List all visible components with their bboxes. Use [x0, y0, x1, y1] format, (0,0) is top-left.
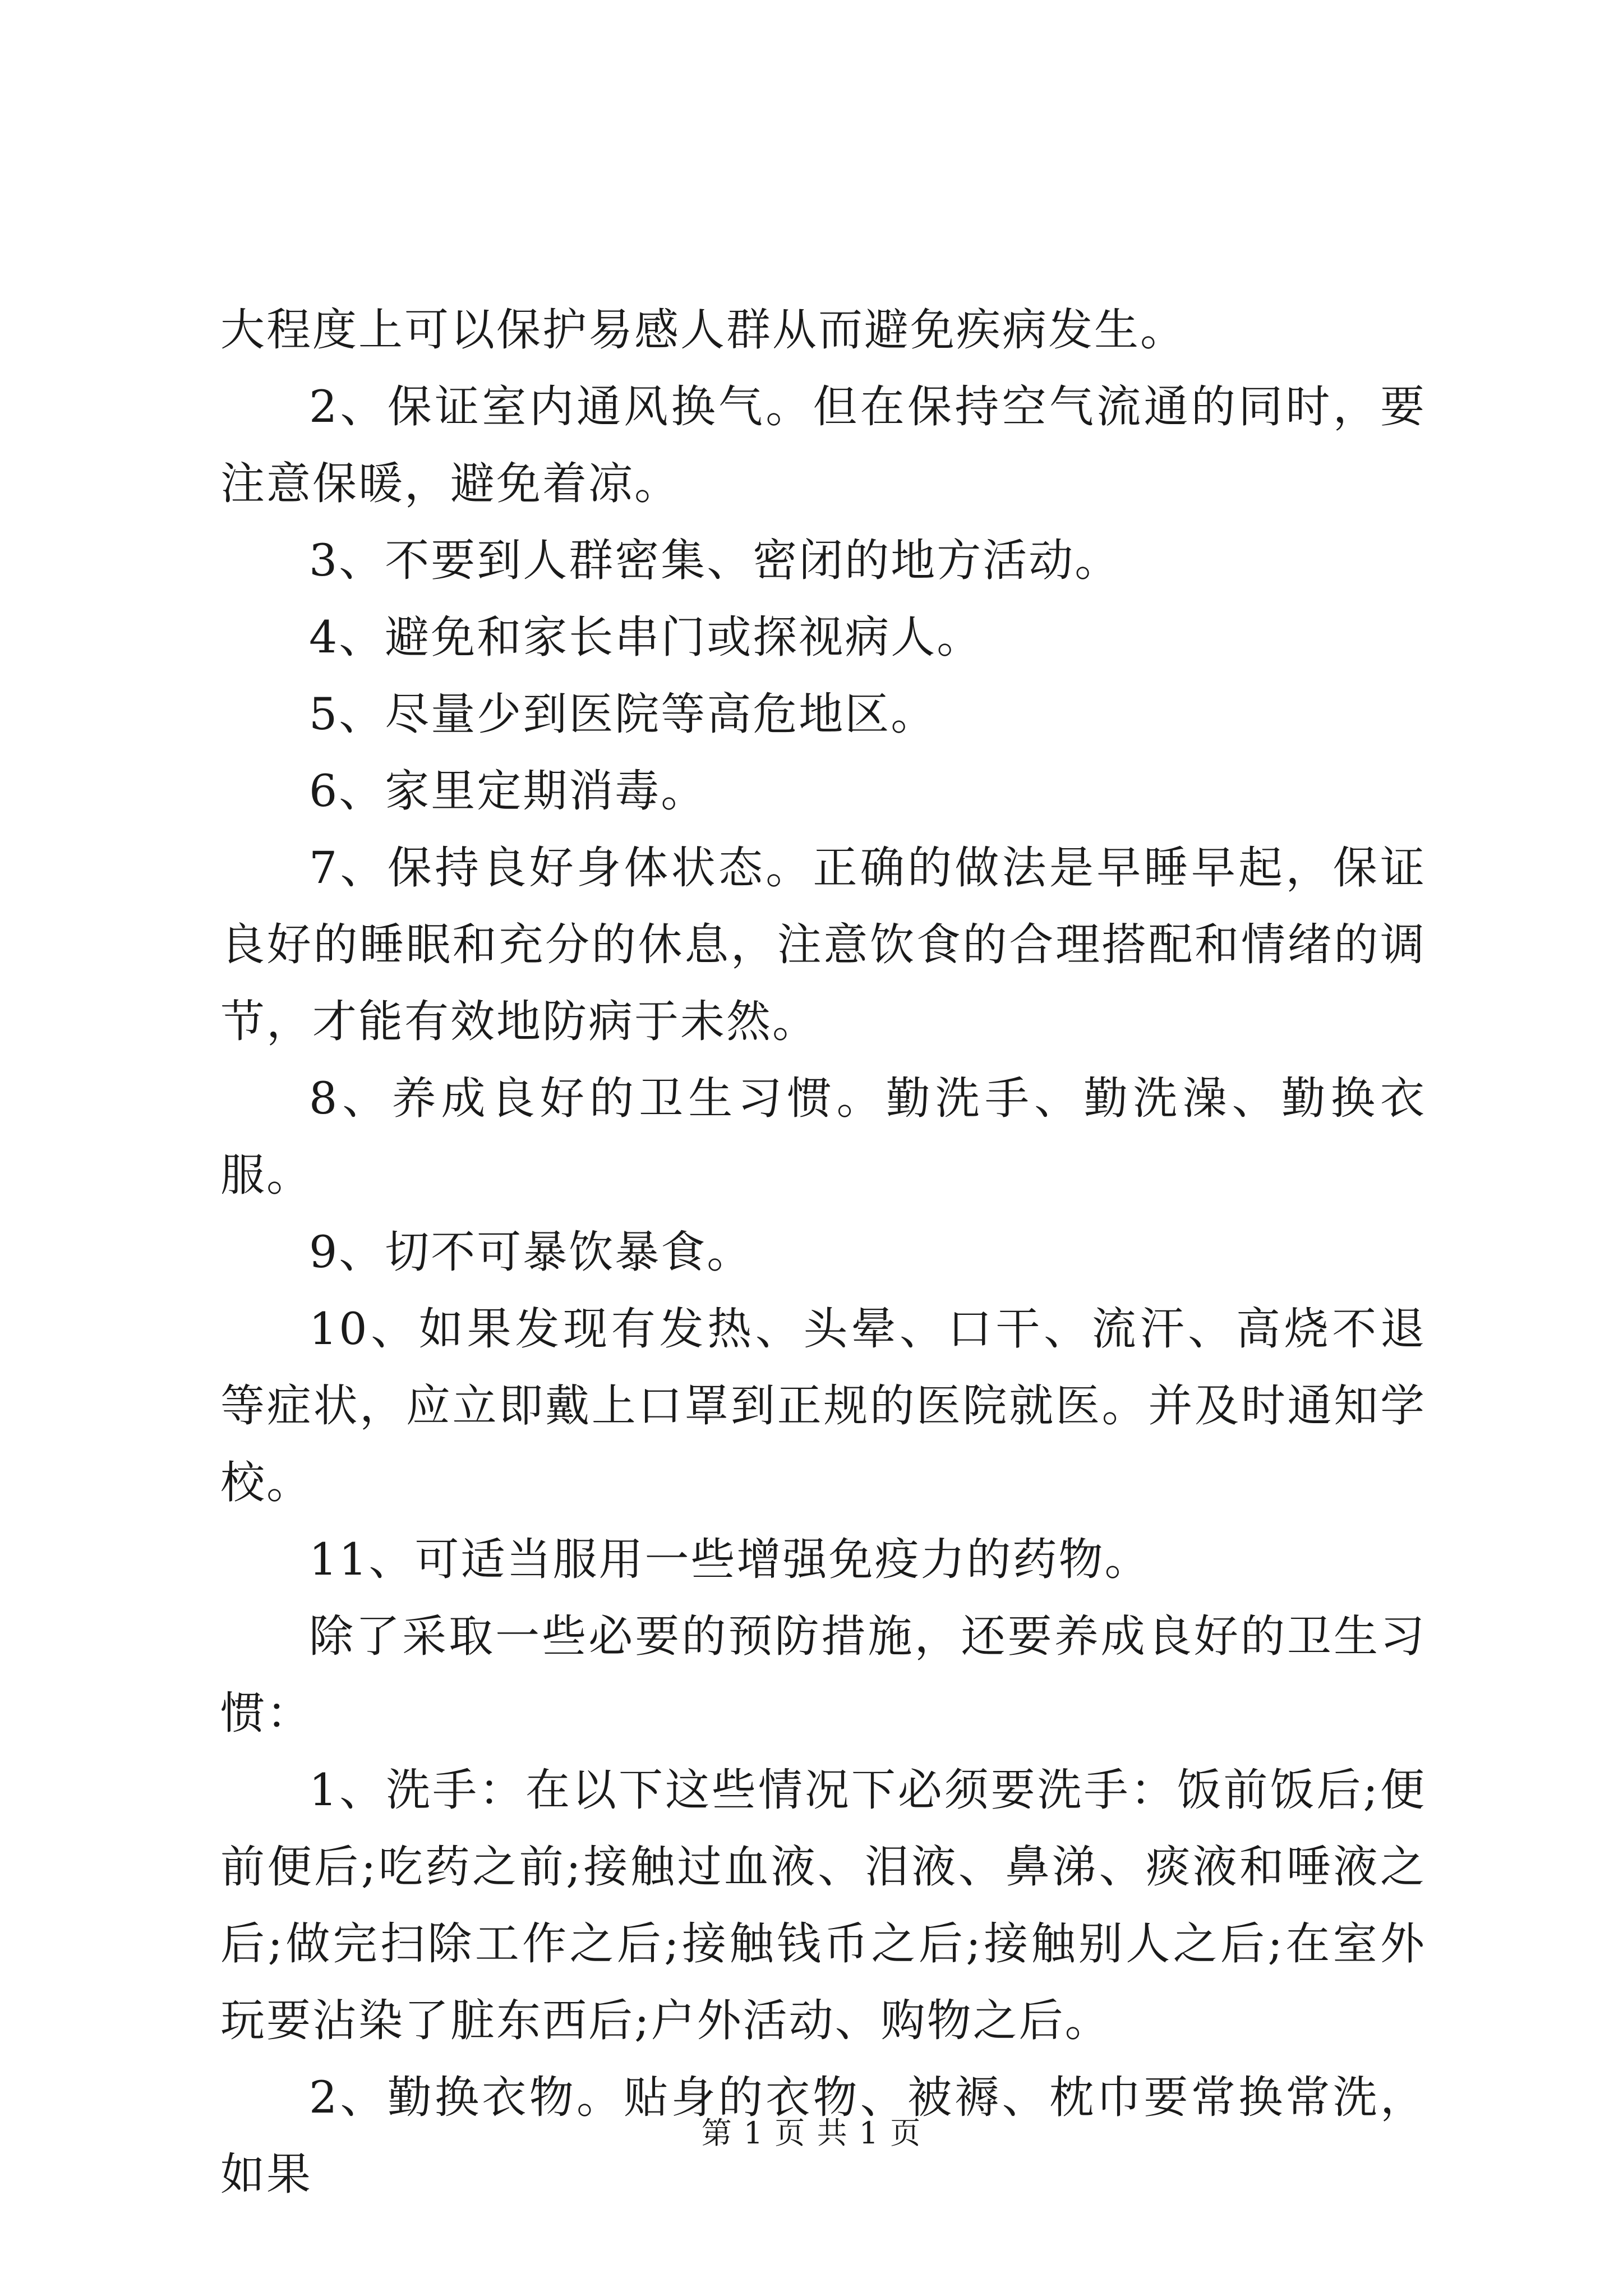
- paragraph: 8、养成良好的卫生习惯。勤洗手、勤洗澡、勤换衣服。: [220, 1073, 1426, 1201]
- paragraph: 6、家里定期消毒。: [309, 765, 707, 817]
- paragraph: 1、洗手：在以下这些情况下必须要洗手：饭前饭后;便前便后;吃药之前;接触过血液、泪液、鼻涕、痰液和唾液之后;做完扫除工作之后;接触钱币之后;接触别人之后;在室外玩要沾染了脏东西后;户外活动、购物之后。: [220, 1764, 1426, 2046]
- paragraph: 5、尽量少到医院等高危地区。: [309, 688, 937, 740]
- paragraph: 2、勤换衣物。贴身的衣物、被褥、枕巾要常换常洗，如果: [220, 2072, 1426, 2200]
- page-footer: 第 1 页 共 1 页: [701, 2115, 922, 2151]
- paragraph: 3、不要到人群密集、密闭的地方活动。: [309, 535, 1121, 586]
- paragraph: 11、可适当服用一些增强免疫力的药物。: [309, 1534, 1151, 1585]
- paragraph: 大程度上可以保护易感人群从而避免疾病发生。: [220, 304, 1186, 356]
- paragraph: 2、保证室内通风换气。但在保持空气流通的同时，要注意保暖，避免着凉。: [220, 381, 1426, 509]
- document-body: [220, 292, 1426, 2213]
- paragraph: 9、切不可暴饮暴食。: [309, 1226, 753, 1278]
- paragraph: 4、避免和家长串门或探视病人。: [309, 611, 983, 663]
- paragraph: 10、如果发现有发热、头晕、口干、流汗、高烧不退等症状，应立即戴上口罩到正规的医院就医。并及时通知学校。: [220, 1303, 1426, 1508]
- paragraph: 除了采取一些必要的预防措施，还要养成良好的卫生习惯：: [220, 1611, 1426, 1739]
- paragraph: 7、保持良好身体状态。正确的做法是早睡早起，保证良好的睡眠和充分的休息，注意饮食的合理搭配和情绪的调节，才能有效地防病于未然。: [220, 842, 1426, 1047]
